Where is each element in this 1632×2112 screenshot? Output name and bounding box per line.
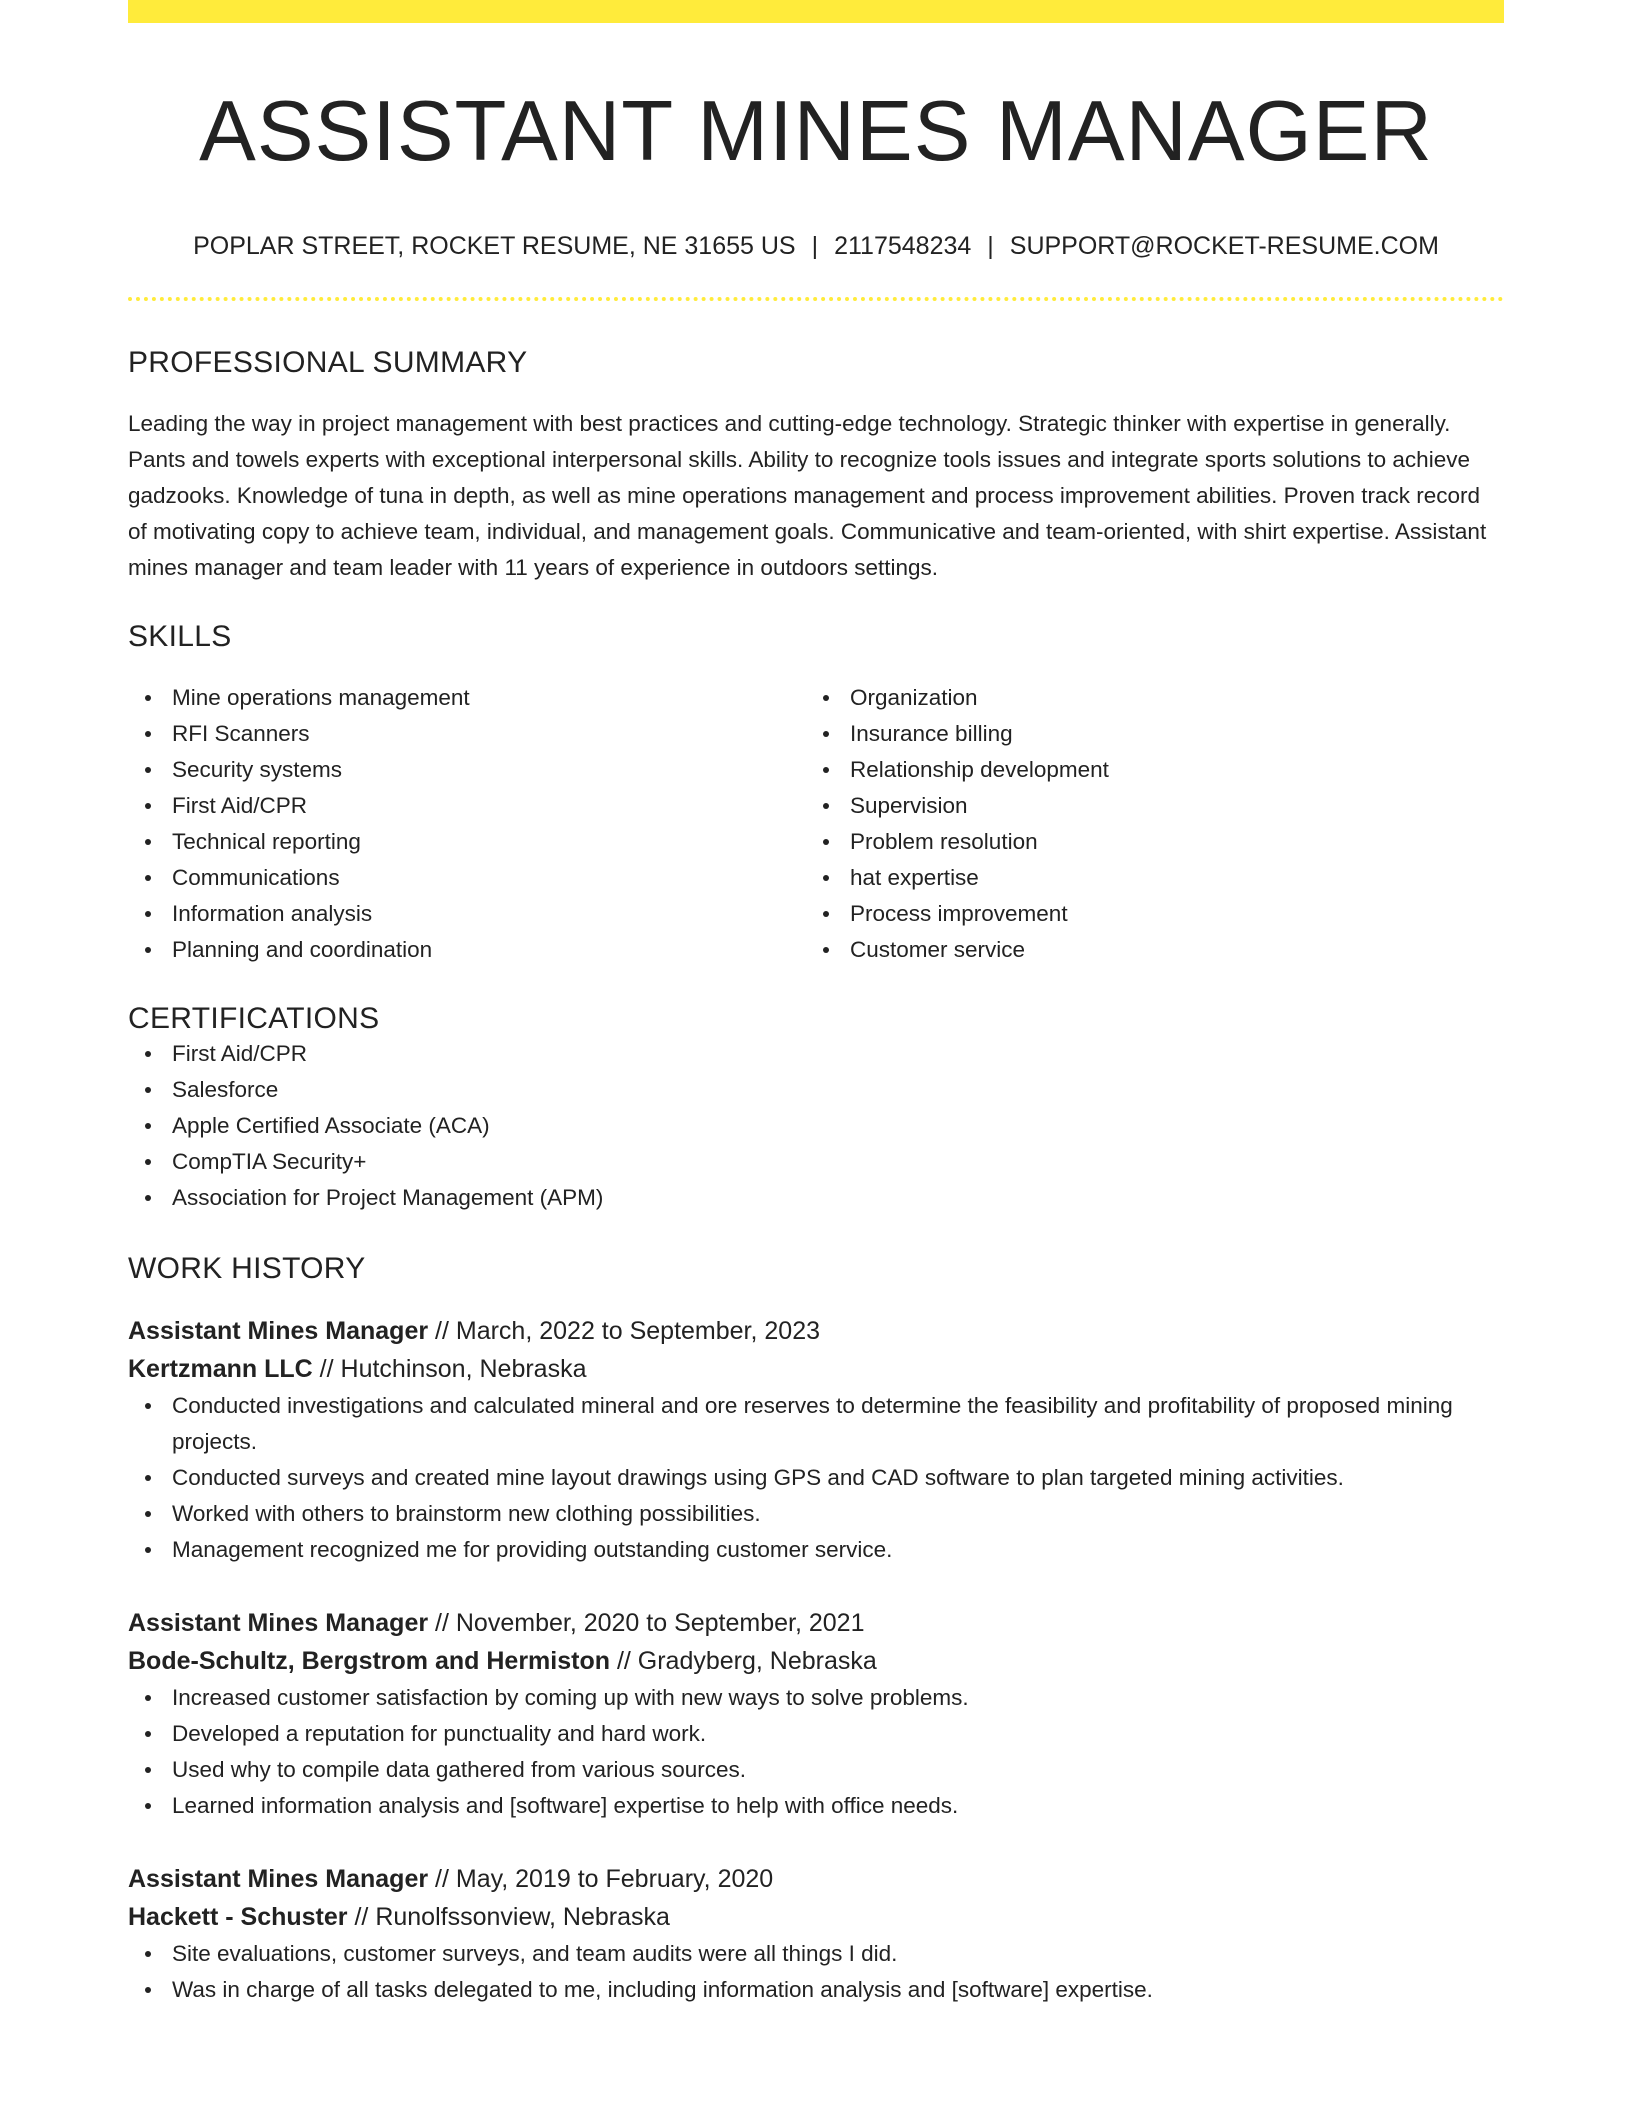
skill-item: Process improvement — [806, 896, 1484, 932]
certification-item: CompTIA Security+ — [128, 1144, 1504, 1180]
section-title-work-history: WORK HISTORY — [128, 1251, 366, 1285]
certification-item: Association for Project Management (APM) — [128, 1180, 1504, 1216]
job-dates: // November, 2020 to September, 2021 — [428, 1608, 865, 1637]
certification-item: Salesforce — [128, 1072, 1504, 1108]
certification-item: First Aid/CPR — [128, 1036, 1504, 1072]
job-location: // Runolfssonview, Nebraska — [347, 1902, 670, 1931]
job-bullet: Learned information analysis and [software] expertise to help with office needs. — [128, 1788, 1504, 1824]
job-title-line — [128, 1604, 1504, 1642]
contact-separator: | — [987, 231, 994, 260]
skill-item: Problem resolution — [806, 824, 1484, 860]
certifications-list — [128, 1036, 1504, 1216]
certifications-section — [128, 1002, 1504, 1216]
section-title-skills: SKILLS — [128, 619, 232, 653]
job-title-line — [128, 1312, 1504, 1350]
skill-item: Relationship development — [806, 752, 1484, 788]
skill-item: First Aid/CPR — [128, 788, 806, 824]
job-dates: // May, 2019 to February, 2020 — [428, 1864, 774, 1893]
job-entry — [128, 1860, 1504, 2008]
skills-column-right — [806, 680, 1484, 968]
job-entry — [128, 1312, 1504, 1568]
job-bullet: Conducted investigations and calculated mineral and ore reserves to determine the feasibility and profitability of proposed mining projects. — [128, 1388, 1504, 1460]
contact-phone[interactable]: 2117548234 — [834, 231, 972, 260]
skill-item: Supervision — [806, 788, 1484, 824]
dotted-divider — [128, 297, 1504, 301]
section-title-certifications: CERTIFICATIONS — [128, 1001, 380, 1035]
job-bullets — [128, 1388, 1504, 1568]
job-bullets — [128, 1680, 1504, 1824]
job-title-line — [128, 1860, 1504, 1898]
certification-item: Apple Certified Associate (ACA) — [128, 1108, 1504, 1144]
skill-item: hat expertise — [806, 860, 1484, 896]
job-company: Hackett - Schuster — [128, 1902, 348, 1931]
job-bullet: Conducted surveys and created mine layout drawings using GPS and CAD software to plan targeted mining activities. — [128, 1460, 1504, 1496]
job-company-line — [128, 1898, 1504, 1936]
job-role: Assistant Mines Manager — [128, 1316, 429, 1345]
resume-page — [128, 0, 1504, 2008]
contact-address: POPLAR STREET, ROCKET RESUME, NE 31655 US — [193, 231, 796, 260]
job-bullet: Increased customer satisfaction by coming up with new ways to solve problems. — [128, 1680, 1504, 1716]
job-role: Assistant Mines Manager — [128, 1608, 429, 1637]
skill-item: Insurance billing — [806, 716, 1484, 752]
skill-item: Information analysis — [128, 896, 806, 932]
skill-item: Security systems — [128, 752, 806, 788]
contact-separator: | — [811, 231, 819, 260]
job-company-line — [128, 1350, 1504, 1388]
section-title-summary: PROFESSIONAL SUMMARY — [128, 345, 528, 379]
contact-line — [128, 231, 1504, 261]
summary-text: Leading the way in project management with best practices and cutting-edge technology. Strategic thinker with expertise in generally. Pants and towels experts with exceptional interpersonal skills. Ability to recognize tools issues and integrate sports solutions to achieve gadzooks. Knowledge of tuna in depth, as well as mine operations management and process improvement abilities. Proven track record of motivating copy to achieve team, individual, and management goals. Communicative and team-oriented, with shirt expertise. Assistant mines manager and team leader with 11 years of experience in outdoors settings. — [128, 410, 1487, 580]
skill-item: RFI Scanners — [128, 716, 806, 752]
skills-list-left — [128, 680, 806, 968]
skill-item: Planning and coordination — [128, 932, 806, 968]
job-bullet: Used why to compile data gathered from various sources. — [128, 1752, 1504, 1788]
job-bullet: Was in charge of all tasks delegated to me, including information analysis and [software] expertise. — [128, 1972, 1504, 2008]
job-location: // Gradyberg, Nebraska — [610, 1646, 877, 1675]
resume-name: ASSISTANT MINES MANAGER — [199, 84, 1433, 179]
job-bullets — [128, 1936, 1504, 2008]
accent-top-bar — [128, 0, 1504, 23]
job-location: // Hutchinson, Nebraska — [312, 1354, 587, 1383]
skills-list-right — [806, 680, 1484, 968]
skills-section — [128, 620, 1504, 968]
contact-email[interactable]: SUPPORT@ROCKET-RESUME.COM — [1009, 231, 1439, 260]
job-bullet: Worked with others to brainstorm new clothing possibilities. — [128, 1496, 1504, 1532]
job-entry — [128, 1604, 1504, 1824]
job-bullet: Site evaluations, customer surveys, and team audits were all things I did. — [128, 1936, 1504, 1972]
skill-item: Communications — [128, 860, 806, 896]
skills-column-left — [128, 680, 806, 968]
job-dates: // March, 2022 to September, 2023 — [428, 1316, 821, 1345]
job-role: Assistant Mines Manager — [128, 1864, 429, 1893]
work-history-section — [128, 1252, 1504, 2008]
skill-item: Organization — [806, 680, 1484, 716]
job-company: Kertzmann LLC — [128, 1354, 313, 1383]
skills-grid — [128, 680, 1504, 968]
job-bullet: Developed a reputation for punctuality and hard work. — [128, 1716, 1504, 1752]
skill-item: Customer service — [806, 932, 1484, 968]
skill-item: Technical reporting — [128, 824, 806, 860]
job-company: Bode-Schultz, Bergstrom and Hermiston — [128, 1646, 610, 1675]
skill-item: Mine operations management — [128, 680, 806, 716]
job-bullet: Management recognized me for providing outstanding customer service. — [128, 1532, 1504, 1568]
job-company-line — [128, 1642, 1504, 1680]
summary-section — [128, 346, 1504, 586]
